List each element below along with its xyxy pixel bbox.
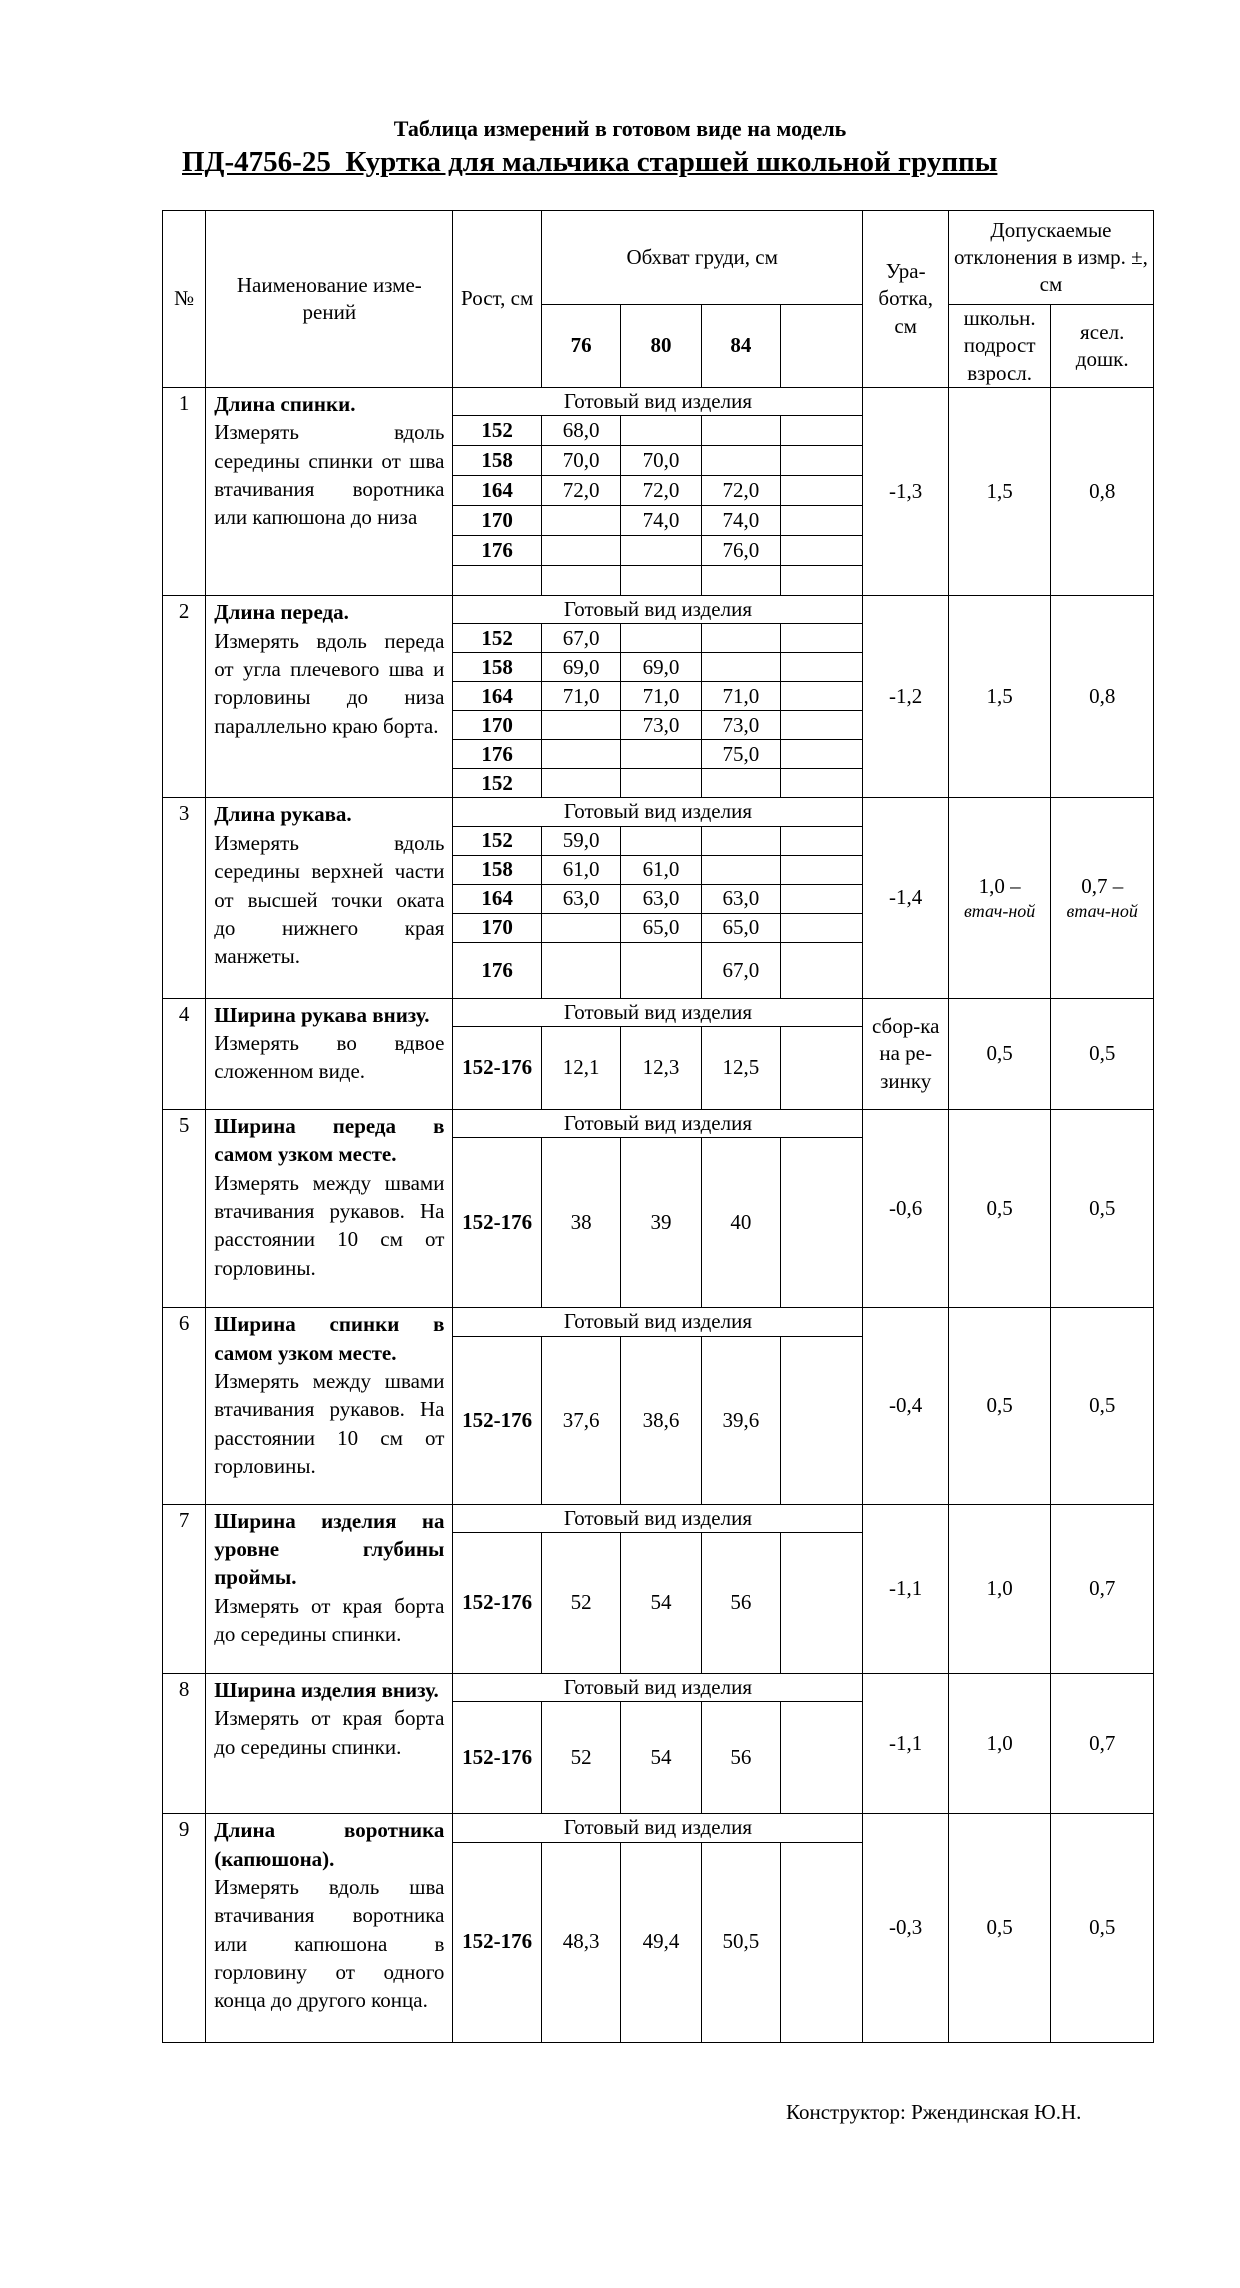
measurement-row [163,1673,1154,1701]
tolerance-value: 0,7 – [1081,873,1124,898]
tolerance-value: 1,5 [986,684,1013,709]
finished-label: Готовый вид изделия [453,1110,863,1138]
measurement-value [781,566,863,596]
measurement-title: Ширина изделия на уровне глубины проймы. [214,1508,445,1590]
tolerance-school [948,798,1051,998]
measurement-value [701,624,780,653]
measurement-value [621,536,701,566]
measurement-description: Измерять от края борта до середины спинки. [214,1706,445,1759]
measurement-value [781,624,863,653]
height-size: 152 [453,624,541,653]
tolerance-nursery [1051,998,1154,1109]
height-size: 176 [453,740,541,769]
measurement-value [781,653,863,682]
measurement-value: 70,0 [621,446,701,476]
shrinkage-value: сбор-ка на ре-зинку [863,998,948,1109]
measurement-value: 38,6 [621,1336,701,1504]
measurement-value: 76,0 [701,536,780,566]
measurement-value: 74,0 [621,506,701,536]
height-size: 176 [453,942,541,998]
measurement-value [781,884,863,913]
measurement-value [781,769,863,798]
measurement-num: 3 [163,798,206,998]
measurement-value [701,446,780,476]
measurement-value [621,769,701,798]
height-size: 152 [453,826,541,855]
measurement-value [701,826,780,855]
measurement-value [701,653,780,682]
height-size: 152-176 [453,1702,541,1814]
measurement-value: 71,0 [621,682,701,711]
measurement-value: 52 [541,1702,620,1814]
header-tol-nursery: ясел. дошк. [1051,305,1154,388]
tolerance-note: втач-ной [963,901,1036,922]
measurement-value [701,769,780,798]
measurement-value: 74,0 [701,506,780,536]
finished-label: Готовый вид изделия [453,1673,863,1701]
measurement-value: 71,0 [541,682,620,711]
measurement-description: Измерять между швами втачивания рукавов. На расстоянии 10 см от горловины. [214,1369,445,1479]
measurement-name [206,1673,453,1813]
measurement-value: 63,0 [701,884,780,913]
measurement-name [206,1814,453,2042]
measurement-value [541,740,620,769]
measurement-value: 12,1 [541,1027,620,1110]
tolerance-nursery [1051,1308,1154,1504]
tolerance-nursery [1051,1673,1154,1813]
tolerance-nursery [1051,1504,1154,1673]
tolerance-value: 0,5 [986,1915,1013,1940]
measurement-value [621,826,701,855]
tolerance-school [948,998,1051,1109]
measurement-row [163,596,1154,624]
shrinkage-value: -0,6 [863,1110,948,1308]
tolerance-value: 1,5 [986,478,1013,503]
measurement-value [701,416,780,446]
measurement-value [781,446,863,476]
measurement-value: 67,0 [541,624,620,653]
tolerance-school [948,1308,1051,1504]
measurement-value [541,942,620,998]
measurement-value: 68,0 [541,416,620,446]
measurement-value [621,416,701,446]
shrinkage-value: -0,3 [863,1814,948,2042]
shrinkage-value: -0,4 [863,1308,948,1504]
finished-label: Готовый вид изделия [453,798,863,826]
chest-size: 80 [621,305,701,388]
measurement-value [781,855,863,884]
measurement-value: 63,0 [621,884,701,913]
measurement-value [781,682,863,711]
tolerance-note: втач-ной [1066,901,1138,922]
measurement-value [781,913,863,942]
measurement-name [206,1308,453,1504]
measurement-value [781,506,863,536]
chest-size: 76 [541,305,620,388]
measurement-value: 70,0 [541,446,620,476]
measurement-title: Ширина изделия внизу. [214,1677,439,1702]
measurement-value: 48,3 [541,1842,620,2042]
height-size [453,566,541,596]
measurement-title: Длина рукава. [214,802,352,827]
measurement-value [781,416,863,446]
measurement-row [163,998,1154,1026]
measurement-value [541,769,620,798]
tolerance-value: 0,5 [1089,1041,1116,1066]
height-size: 164 [453,682,541,711]
measurement-value: 65,0 [621,913,701,942]
measurement-name [206,387,453,595]
height-size: 170 [453,506,541,536]
measurement-value [541,566,620,596]
measurement-value [541,506,620,536]
measurement-value: 72,0 [541,476,620,506]
measurement-description: Измерять между швами втачивания рукавов. На расстоянии 10 см от горловины. [214,1170,445,1280]
measurement-value [781,942,863,998]
measurement-value: 61,0 [541,855,620,884]
height-size: 158 [453,446,541,476]
shrinkage-value: -1,3 [863,387,948,595]
finished-label: Готовый вид изделия [453,1308,863,1336]
measurement-description: Измерять от края борта до середины спинки. [214,1593,445,1647]
height-size: 176 [453,536,541,566]
shrinkage-value: -1,4 [863,798,948,998]
tolerance-value: 1,0 [986,1576,1013,1601]
measurement-value: 72,0 [701,476,780,506]
header-tolerance: Допускаемые отклонения в измр. ±, см [948,211,1153,305]
finished-label: Готовый вид изделия [453,998,863,1026]
measurement-value: 61,0 [621,855,701,884]
chest-size [781,305,863,388]
tolerance-value: 0,5 [986,1393,1013,1418]
measurement-description: Измерять вдоль середины верхней части от высшей точки оката до нижнего края манжеты. [214,830,445,969]
tolerance-value: 0,8 [1089,478,1116,503]
tolerance-nursery [1051,596,1154,798]
header-height: Рост, см [453,211,541,388]
tolerance-school [948,1814,1051,2042]
tolerance-school [948,1110,1051,1308]
header-shrink: Ура-ботка, см [863,211,948,388]
finished-label: Готовый вид изделия [453,387,863,415]
measurement-value: 50,5 [701,1842,780,2042]
measurement-value: 73,0 [701,711,780,740]
height-size: 152-176 [453,1336,541,1504]
tolerance-value: 0,5 [1089,1393,1116,1418]
document-title: Таблица измерений в готовом виде на модель [393,116,847,141]
measurement-name [206,596,453,798]
signature: Конструктор: Ржендинская Ю.Н. [786,2100,1082,2124]
tolerance-value: 0,5 [986,1041,1013,1066]
finished-label: Готовый вид изделия [453,1504,863,1532]
tolerance-value: 0,7 [1089,1576,1116,1601]
height-size: 170 [453,711,541,740]
tolerance-value: 0,5 [1089,1196,1116,1221]
measurement-description: Измерять во вдвое сложенном виде. [214,1031,445,1084]
measurement-value: 75,0 [701,740,780,769]
measurement-name [206,1110,453,1308]
finished-label: Готовый вид изделия [453,1814,863,1842]
tolerance-nursery [1051,387,1154,595]
measurement-name [206,798,453,998]
tolerance-school [948,1504,1051,1673]
measurement-value [781,1842,863,2042]
height-size: 170 [453,913,541,942]
measurement-row [163,387,1154,415]
height-size: 164 [453,884,541,913]
measurement-value: 59,0 [541,826,620,855]
measurement-value [541,536,620,566]
measurement-value: 12,3 [621,1027,701,1110]
tolerance-value: 0,5 [986,1196,1013,1221]
shrinkage-value: -1,1 [863,1504,948,1673]
measurement-description: Измерять вдоль переда от угла плечевого шва и горловины до низа параллельно краю борта. [214,628,445,738]
measurement-value: 38 [541,1138,620,1308]
tolerance-nursery [1051,1814,1154,2042]
measurement-title: Ширина переда в самом узком месте. [214,1114,445,1167]
document-subtitle: ПД-4756-25 Куртка для мальчика старшей школьной группы [182,146,998,178]
height-size: 158 [453,855,541,884]
measurement-value [781,1138,863,1308]
measurement-name [206,998,453,1109]
finished-label: Готовый вид изделия [453,596,863,624]
measurement-value: 12,5 [701,1027,780,1110]
measurement-value: 73,0 [621,711,701,740]
chest-size: 84 [701,305,780,388]
measurement-value [781,1532,863,1673]
tolerance-school [948,1673,1051,1813]
shrinkage-value: -1,1 [863,1673,948,1813]
measurement-num: 6 [163,1308,206,1504]
height-size: 152-176 [453,1027,541,1110]
measurement-value: 54 [621,1702,701,1814]
measurement-num: 5 [163,1110,206,1308]
measurement-row [163,1308,1154,1336]
measurement-value: 69,0 [621,653,701,682]
measurement-title: Ширина спинки в самом узком месте. [214,1312,445,1365]
height-size: 158 [453,653,541,682]
measurement-value [781,1336,863,1504]
measurement-value [701,855,780,884]
measurement-description: Измерять вдоль середины спинки от шва втачивания воротника или капюшона до низа [214,420,445,530]
tolerance-school [948,596,1051,798]
measurement-value [541,913,620,942]
measurement-row [163,1814,1154,1842]
measurement-value: 63,0 [541,884,620,913]
header-name: Наименование изме-рений [206,211,453,388]
measurement-row [163,798,1154,826]
tolerance-nursery [1051,1110,1154,1308]
measurement-value: 72,0 [621,476,701,506]
height-size: 164 [453,476,541,506]
measurement-value: 56 [701,1702,780,1814]
measurement-value: 39,6 [701,1336,780,1504]
header-chest: Обхват груди, см [541,211,863,305]
measurement-value [781,1027,863,1110]
measurement-num: 4 [163,998,206,1109]
measurement-value: 52 [541,1532,620,1673]
measurement-value [781,711,863,740]
measurement-value: 67,0 [701,942,780,998]
measurement-description: Измерять вдоль шва втачивания воротника или капюшона в горловину от одного конца до другого конца. [214,1874,445,2013]
measurement-value: 49,4 [621,1842,701,2042]
tolerance-value: 0,7 [1089,1730,1116,1755]
height-size: 152 [453,769,541,798]
measurement-value [781,826,863,855]
measurement-title: Длина спинки. [214,391,356,416]
measurement-value: 37,6 [541,1336,620,1504]
measurement-num: 7 [163,1504,206,1673]
measurement-value: 39 [621,1138,701,1308]
measurement-name [206,1504,453,1673]
tolerance-value: 1,0 [986,1730,1013,1755]
header-tol-school: школьн. подрост взросл. [948,305,1051,388]
measurement-value [781,740,863,769]
shrinkage-value: -1,2 [863,596,948,798]
measurement-value [621,566,701,596]
measurement-value: 65,0 [701,913,780,942]
measurement-value: 71,0 [701,682,780,711]
measurement-value: 40 [701,1138,780,1308]
measurement-row [163,1504,1154,1532]
measurement-num: 9 [163,1814,206,2042]
tolerance-school [948,387,1051,595]
measurement-value [621,740,701,769]
measurement-value: 54 [621,1532,701,1673]
measurement-value [621,942,701,998]
measurement-value [781,536,863,566]
height-size: 152 [453,416,541,446]
height-size: 152-176 [453,1138,541,1308]
header-num: № [163,211,206,388]
measurement-row [163,1110,1154,1138]
measurement-value: 69,0 [541,653,620,682]
measurement-num: 8 [163,1673,206,1813]
measurement-title: Ширина рукава внизу. [214,1002,430,1027]
tolerance-value: 1,0 – [978,873,1021,898]
measurement-value [541,711,620,740]
measurement-value [621,624,701,653]
tolerance-value: 0,5 [1089,1915,1116,1940]
measurement-num: 2 [163,596,206,798]
measurement-value [781,1702,863,1814]
measurement-table [162,210,1154,2043]
measurement-title: Длина воротника (капюшона). [214,1818,445,1871]
measurement-value: 56 [701,1532,780,1673]
tolerance-value: 0,8 [1089,684,1116,709]
measurement-num: 1 [163,387,206,595]
measurement-title: Длина переда. [214,600,349,625]
measurement-value [701,566,780,596]
height-size: 152-176 [453,1532,541,1673]
height-size: 152-176 [453,1842,541,2042]
measurement-value [781,476,863,506]
tolerance-nursery [1051,798,1154,998]
